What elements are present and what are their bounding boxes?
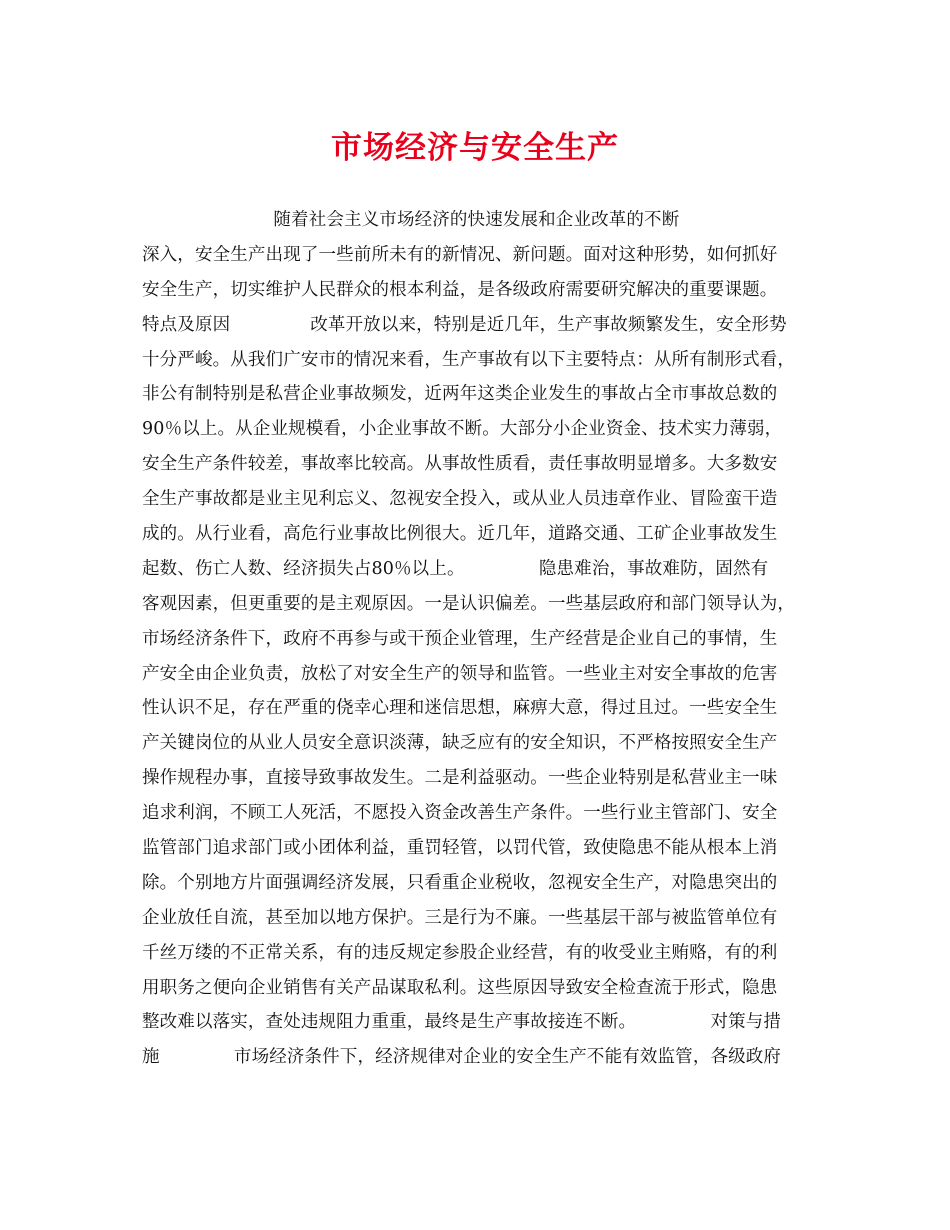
body-line: 用职务之便向企业销售有关产品谋取私利。这些原因导致安全检查流于形式，隐患 — [142, 977, 778, 998]
body-line: 全生产事故都是业主见利忘义、忽视安全投入，或从业人员违章作业、冒险蛮干造 — [142, 489, 778, 510]
body-line: 十分严峻。从我们广安市的情况来看，生产事故有以下主要特点：从所有制形式看， — [142, 349, 796, 370]
body-line: 起数、伤亡人数、经济损失占80％以上。 隐患难治，事故难防，固然有 — [142, 558, 769, 579]
body-line: 追求利润，不顾工人死活，不愿投入资金改善生产条件。一些行业主管部门、安全 — [142, 803, 778, 824]
body-line: 施 市场经济条件下，经济规律对企业的安全生产不能有效监管，各级政府 — [142, 1047, 782, 1068]
body-line: 客观因素，但更重要的是主观原因。一是认识偏差。一些基层政府和部门领导认为， — [142, 593, 796, 614]
body-line: 产安全由企业负责，放松了对安全生产的领导和监管。一些业主对安全事故的危害 — [142, 663, 778, 684]
body-line: 整改难以落实，查处违规阻力重重，最终是生产事故接连不断。 对策与措 — [142, 1012, 782, 1033]
body-line: 操作规程办事，直接导致事故发生。二是利益驱动。一些企业特别是私营业主一味 — [142, 768, 778, 789]
body-line: 性认识不足，存在严重的侥幸心理和迷信思想，麻痹大意，得过且过。一些安全生 — [142, 698, 778, 719]
document-title: 市场经济与安全生产 — [331, 130, 619, 166]
body-line: 安全生产条件较差，事故率比较高。从事故性质看，责任事故明显增多。大多数安 — [142, 454, 778, 475]
body-line: 特点及原因 改革开放以来，特别是近几年，生产事故频繁发生，安全形势 — [142, 314, 787, 335]
body-line: 千丝万缕的不正常关系，有的违反规定参股企业经营，有的收受业主贿赂，有的利 — [142, 942, 778, 963]
body-line: 非公有制特别是私营企业事故频发，近两年这类企业发生的事故占全市事故总数的 — [142, 384, 778, 405]
body-line: 90％以上。从企业规模看，小企业事故不断。大部分小企业资金、技术实力薄弱， — [142, 419, 783, 440]
body-line: 安全生产，切实维护人民群众的根本利益，是各级政府需要研究解决的重要课题。 — [142, 279, 778, 300]
body-line: 深入，安全生产出现了一些前所未有的新情况、新问题。面对这种形势，如何抓好 — [142, 244, 778, 265]
body-line: 除。个别地方片面强调经济发展，只看重企业税收，忽视安全生产，对隐患突出的 — [142, 872, 778, 893]
body-line: 企业放任自流，甚至加以地方保护。三是行为不廉。一些基层干部与被监管单位有 — [142, 907, 778, 928]
body-line: 监管部门追求部门或小团体利益，重罚轻管，以罚代管，致使隐患不能从根本上消 — [142, 838, 778, 859]
body-line: 市场经济条件下，政府不再参与或干预企业管理，生产经营是企业自己的事情，生 — [142, 628, 778, 649]
body-line: 成的。从行业看，高危行业事故比例很大。近几年，道路交通、工矿企业事故发生 — [142, 524, 778, 545]
body-line: 产关键岗位的从业人员安全意识淡薄，缺乏应有的安全知识，不严格按照安全生产 — [142, 733, 778, 754]
document-body — [142, 203, 832, 1075]
body-line: 随着社会主义市场经济的快速发展和企业改革的不断 — [142, 210, 680, 230]
